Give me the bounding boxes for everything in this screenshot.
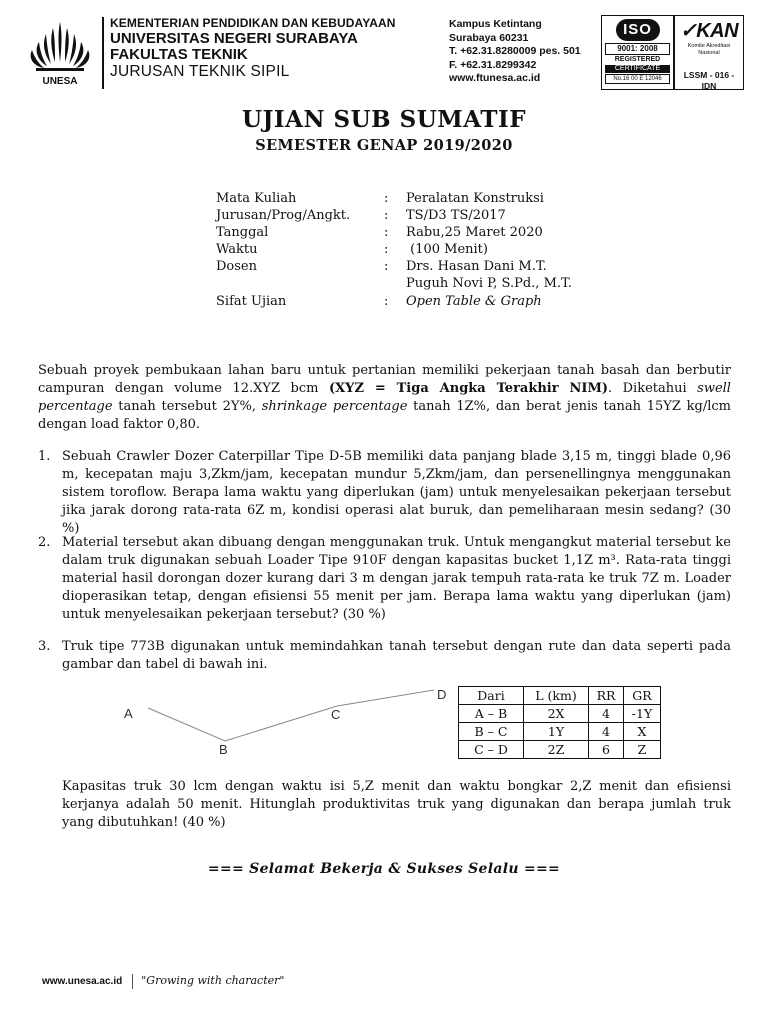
point-b-label: B [219,742,228,756]
intro-text-4: tanah 1Z%, dan berat jenis tanah 15YZ kg/lcm dengan load faktor 0,80. [38,399,731,432]
question-number: 1. [38,449,51,464]
campus-fax: F. +62.31.8299342 [449,58,537,71]
iso-mark: ISO [616,19,660,41]
intro-paragraph [38,362,731,434]
table-cell: 6 [589,741,624,759]
table-header: GR [624,687,661,705]
iso-registered: REGISTERED [614,56,661,63]
table-header: RR [589,687,624,705]
intro-swell-term: swell percentage [38,381,731,414]
campus-website: www.ftunesa.ac.id [449,72,541,84]
point-a-label: A [124,706,133,721]
info-label: Waktu [216,242,258,258]
university-name: UNIVERSITAS NEGERI SURABAYA [110,30,358,47]
table-row [459,705,661,723]
iso-standard: 9001: 2008 [605,43,670,55]
info-colon: : [384,293,389,309]
info-value: Rabu,25 Maret 2020 [406,225,543,241]
intro-nim-note: (XYZ = Tiga Angka Terakhir NIM) [328,381,608,396]
question-number: 3. [38,639,51,654]
question-text: Sebuah Crawler Dozer Caterpillar Tipe D-5B memiliki data panjang blade 3,15 m, tinggi blade 0,96 m, kecepatan maju 3,Zkm/jam, kecepatan mundur 5,Zkm/jam, dan persenellingnya menggunakan sistem toroflow. Berapa lama waktu yang diperlukan (jam) untuk menyelesaikan pekerjaan tersebut jika jarak dorong rata-rata 6Z m, kondisi operasi alat buruk, dan pemeliharaan mesin sedang? (30 %) [62,449,731,536]
institution-block [110,17,396,80]
info-label: Tanggal [216,225,269,241]
table-cell: 1Y [524,723,589,741]
intro-shrinkage-term: shrinkage percentage [261,399,408,414]
letterhead [0,0,768,100]
table-cell: 4 [589,705,624,723]
intro-text-1: Sebuah proyek pembukaan lahan baru untuk pertanian memiliki pekerjaan tanah basah dan berbutir campuran dengan volume 12.XYZ bcm [38,363,731,396]
footer-url: www.unesa.ac.id [42,976,123,988]
campus-phone: T. +62.31.8280009 pes. 501 [449,45,581,57]
route-table [458,686,661,759]
table-cell: A – B [459,705,524,723]
table-cell: 4 [589,723,624,741]
kan-mark: ✓KAN [679,20,739,42]
table-cell: 2X [524,705,589,723]
point-d-label: D [437,687,447,702]
unesa-logo [22,18,98,90]
route-diagram [118,684,452,756]
kan-subtitle: Komite Akreditasi Nasional [687,43,731,56]
table-row [459,723,661,741]
iso-certificate: CERTIFICATE [605,65,670,73]
intro-text-2: . Diketahui [607,381,698,396]
info-value: Drs. Hasan Dani M.T. [406,259,547,275]
info-value: (100 Menit) [406,242,488,258]
footer [42,974,284,989]
campus-name: Kampus Ketintang [449,18,542,30]
campus-contact [449,18,581,86]
info-label: Sifat Ujian [216,293,287,309]
point-c-label: C [331,707,341,722]
table-cell: C – D [459,741,524,759]
table-header-row [459,687,661,705]
department-name: JURUSAN TEKNIK SIPIL [110,63,290,80]
table-cell: Z [624,741,661,759]
campus-city: Surabaya 60231 [449,31,529,44]
iso-number: No.16 00 E 12046 [605,74,670,84]
info-value: TS/D3 TS/2017 [406,208,506,224]
certification-box [601,15,744,90]
exam-subtitle: SEMESTER GENAP 2019/2020 [255,137,513,154]
info-label: Jurusan/Prog/Angkt. [216,208,351,224]
faculty-name: FAKULTAS TEKNIK [110,46,248,63]
intro-text-3: tanah tersebut 2Y%, [112,399,262,414]
exam-title: UJIAN SUB SUMATIF [241,106,527,133]
logo-caption: UNESA [42,76,78,87]
info-value: Peralatan Konstruksi [406,191,544,206]
table-row [459,741,661,759]
footer-tagline: "Growing with character" [141,974,285,988]
info-colon: : [384,242,389,258]
ministry-name: KEMENTERIAN PENDIDIKAN DAN KEBUDAYAAN [110,16,396,30]
question-3-followup: Kapasitas truk 30 lcm dengan waktu isi 5,Z menit dan waktu bongkar 2,Z menit dan efisiensi kerjanya adalah 50 menit. Hitunglah produktivitas truk yang digunakan dan berapa jumlah truk yang dibutuhkan! (40 %) [62,779,731,830]
table-cell: -1Y [624,705,661,723]
kan-code: LSSM - 016 - IDN [683,70,735,91]
question-text: Material tersebut akan dibuang dengan menggunakan truk. Untuk mengangkut material tersebut ke dalam truk digunakan sebuah Loader Tipe 910F dengan kapasitas bucket 1,1Z m³. Rata-rata tinggi material hasil dorongan dozer kurang dari 3 m dengan jarak tempuh rata-rata ke truk 7Z m. Loader dioperasikan tetap, dengan efisiensi 55 menit per jam. Berapa lama waktu yang diperlukan (jam) untuk menyelesaikan pekerjaan tersebut? (30 %) [62,535,731,622]
closing-message: === Selamat Bekerja & Sukses Selalu === [207,861,561,877]
info-colon: : [384,259,389,275]
question-number: 2. [38,535,51,550]
info-label: Dosen [216,259,257,275]
table-cell: X [624,723,661,741]
table-cell: B – C [459,723,524,741]
table-cell: 2Z [524,741,589,759]
table-header: L (km) [524,687,589,705]
route-line [148,690,434,741]
header-divider [102,17,104,89]
info-colon: : [384,208,389,224]
info-value: Open Table & Graph [406,293,542,309]
info-label: Mata Kuliah [216,191,297,206]
question-text: Truk tipe 773B digunakan untuk memindahkan tanah tersebut dengan rute dan data seperti pada gambar dan tabel di bawah ini. [62,639,731,672]
info-colon: : [384,191,389,206]
footer-separator [132,974,133,989]
cert-divider [673,16,675,89]
info-colon: : [384,225,389,241]
info-value: Puguh Novi P, S.Pd., M.T. [406,276,572,292]
kan-badge [677,20,741,92]
table-header: Dari [459,687,524,705]
iso-badge [605,19,670,84]
